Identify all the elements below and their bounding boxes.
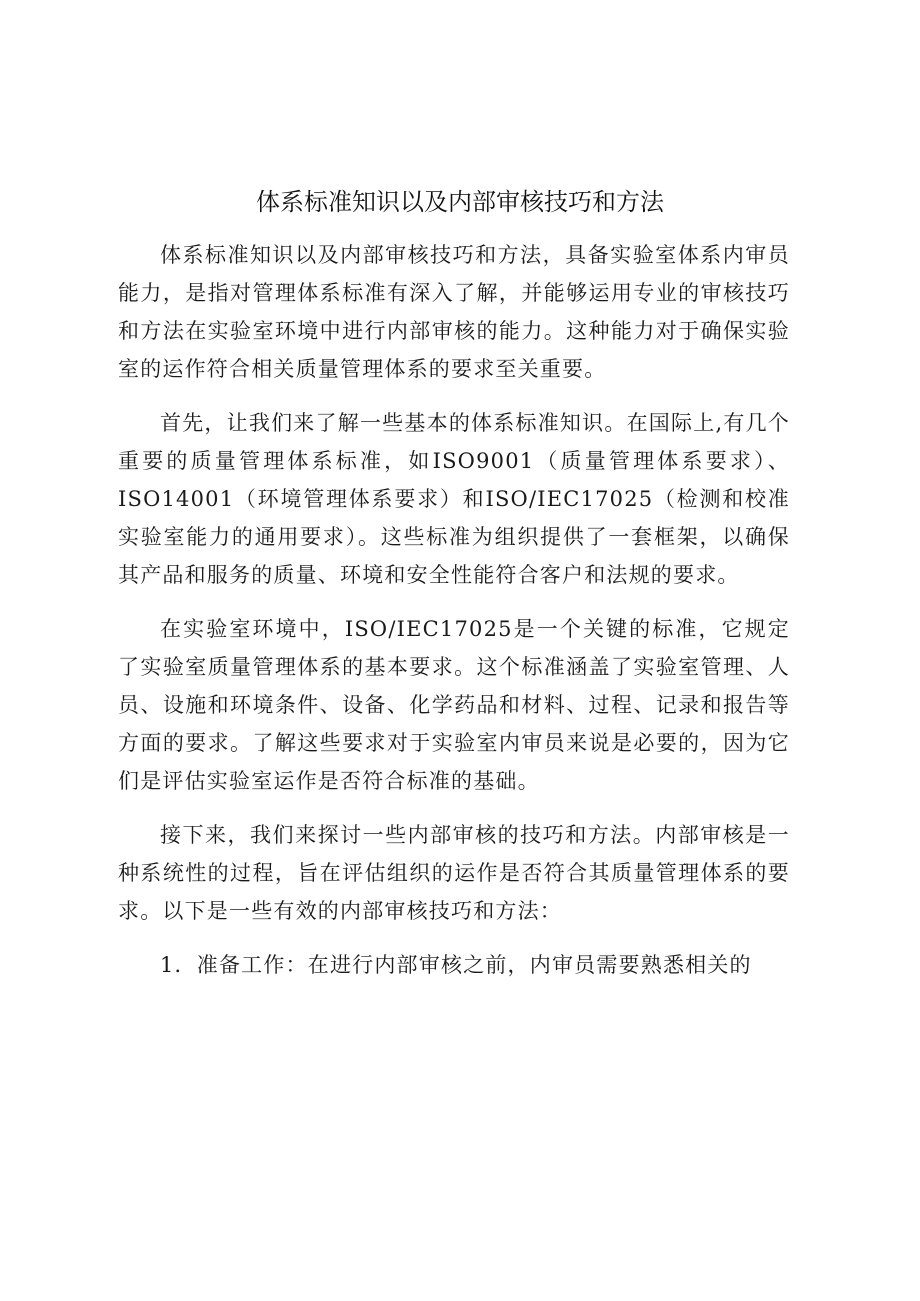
paragraph-intro: 体系标准知识以及内部审核技巧和方法，具备实验室体系内审员能力，是指对管理体系标准有深入了解，并能够运用专业的审核技巧和方法在实验室环境中进行内部审核的能力。这种能力对于确保实验室的运作符合相关质量管理体系的要求至关重要。 [118,243,790,381]
paragraph-standards: 首先，让我们来了解一些基本的体系标准知识。在国际上,有几个重要的质量管理体系标准，如ISO9001（质量管理体系要求）、ISO14001（环境管理体系要求）和ISO/IEC17025（检测和校准实验室能力的通用要求）。这些标准为组织提供了一套框架，以确保其产品和服务的质量、环境和安全性能符合客户和法规的要求。 [118,411,790,587]
document-body [118,236,790,1000]
paragraph-step-1: 1．准备工作：在进行内部审核之前，内审员需要熟悉相关的 [160,953,752,977]
paragraph-audit-methods: 接下来，我们来探讨一些内部审核的技巧和方法。内部审核是一种系统性的过程，旨在评估组织的运作是否符合其质量管理体系的要求。以下是一些有效的内部审核技巧和方法： [118,823,790,923]
paragraph-iso17025: 在实验室环境中，ISO/IEC17025是一个关键的标准，它规定了实验室质量管理体系的基本要求。这个标准涵盖了实验室管理、人员、设施和环境条件、设备、化学药品和材料、过程、记录和报告等方面的要求。了解这些要求对于实验室内审员来说是必要的，因为它们是评估实验室运作是否符合标准的基础。 [118,617,790,793]
document-title: 体系标准知识以及内部审核技巧和方法 [256,188,664,216]
